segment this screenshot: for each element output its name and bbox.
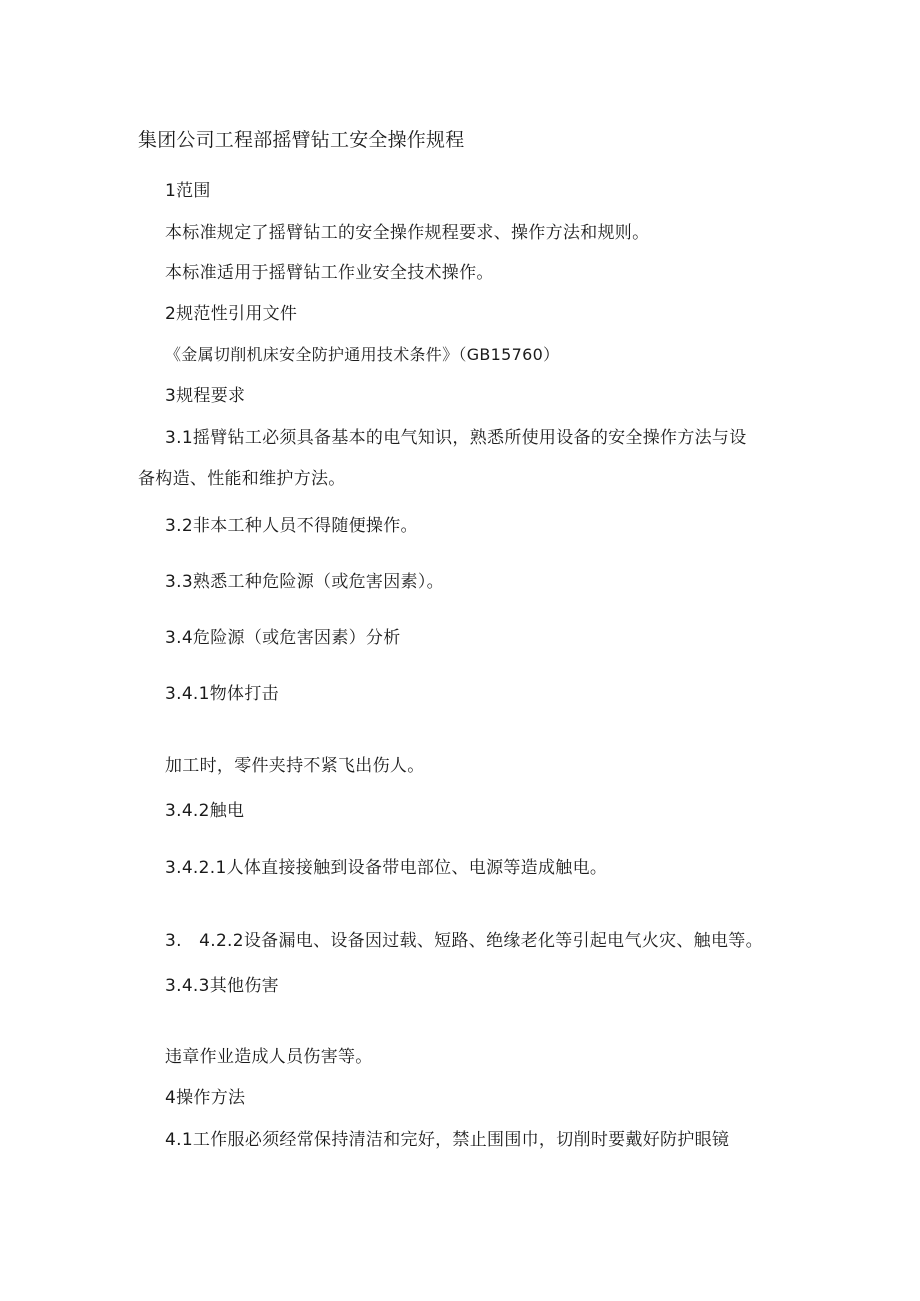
section-heading-requirements: 3规程要求 — [165, 386, 246, 406]
paragraph-line: 3.4.2.1人体直接接触到设备带电部位、电源等造成触电。 — [165, 858, 608, 878]
subsection-heading: 3.4.2触电 — [165, 801, 245, 821]
subsection-heading: 3.4.3其他伤害 — [165, 976, 279, 996]
subsection-heading: 3.4.1物体打击 — [165, 684, 279, 704]
paragraph-line: 3.2非本工种人员不得随便操作。 — [165, 516, 418, 536]
section-heading-references: 2规范性引用文件 — [165, 304, 298, 324]
reference-line: 《金属切削机床安全防护通用技术条件》（GB15760） — [165, 345, 560, 364]
document-title: 集团公司工程部摇臂钻工安全操作规程 — [138, 129, 465, 151]
paragraph-line: 本标准适用于摇臂钻工作业安全技术操作。 — [165, 263, 494, 283]
section-heading-scope: 1范围 — [165, 181, 211, 201]
paragraph-line: 3.3熟悉工种危险源（或危害因素）。 — [165, 572, 444, 592]
paragraph-line: 4.1工作服必须经常保持清洁和完好，禁止围围巾，切削时要戴好防护眼镜 — [165, 1130, 730, 1150]
paragraph-line: 本标准规定了摇臂钻工的安全操作规程要求、操作方法和规则。 — [165, 223, 650, 243]
section-heading-methods: 4操作方法 — [165, 1088, 246, 1108]
paragraph-line: 加工时，零件夹持不紧飞出伤人。 — [165, 756, 425, 776]
paragraph-line: 3.4危险源（或危害因素）分析 — [165, 628, 401, 648]
paragraph-line: 3. 4.2.2设备漏电、设备因过载、短路、绝缘老化等引起电气火灾、触电等。 — [165, 931, 763, 951]
paragraph-line: 备构造、性能和维护方法。 — [138, 469, 346, 489]
paragraph-line: 3.1摇臂钻工必须具备基本的电气知识，熟悉所使用设备的安全操作方法与设 — [165, 428, 747, 448]
paragraph-line: 违章作业造成人员伤害等。 — [165, 1047, 373, 1067]
